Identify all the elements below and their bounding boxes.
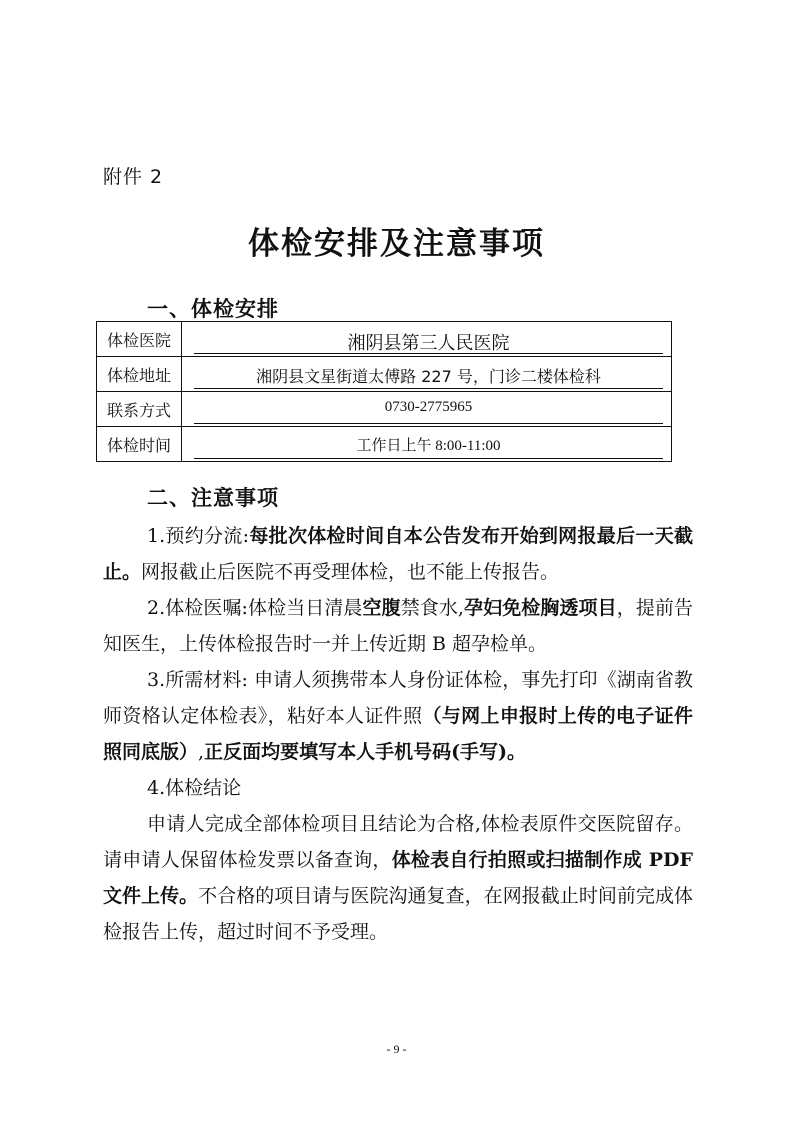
- row-label-time: 体检时间: [97, 427, 182, 462]
- note-appointment: [103, 518, 693, 590]
- table-row: [97, 427, 672, 462]
- row-label-address: 体检地址: [97, 357, 182, 392]
- note-1-bold: 每批次体检时间自本公告发布开始到网报最后一天截止。: [103, 525, 693, 583]
- exam-time: 工作日上午 8:00-11:00: [194, 430, 663, 459]
- note-3-lead: 3.所需材料: 申请人须携带本人身份证体检，事先打印《湖南省教师资格认定体检表》，粘好本人证件照: [103, 669, 693, 727]
- note-1-lead: 1.预约分流:: [147, 525, 250, 547]
- row-label-contact: 联系方式: [97, 392, 182, 427]
- page-number: - 9 -: [386, 1042, 407, 1056]
- schedule-table: [96, 321, 672, 462]
- row-value-contact: [182, 392, 672, 427]
- annex-label: 附件 2: [103, 166, 164, 188]
- note-conclusion-heading: [103, 770, 693, 806]
- note-conclusion: [103, 806, 693, 950]
- note-3-bold-photo: （与网上申报时上传的电子证件照同底版）: [103, 705, 693, 763]
- page-title: 体检安排及注意事项: [248, 226, 545, 262]
- row-value-time: [182, 427, 672, 462]
- hospital-address: 湘阴县文星街道太傅路 227 号，门诊二楼体检科: [194, 360, 663, 389]
- table-row: [97, 392, 672, 427]
- note-2-bold-fasting: 空腹: [362, 597, 401, 619]
- note-1-rest: 网报截止后医院不再受理体检，也不能上传报告。: [141, 561, 560, 583]
- section-heading-notes: 二、注意事项: [147, 486, 279, 510]
- section-heading-schedule: 一、体检安排: [147, 297, 279, 321]
- row-value-hospital: [182, 322, 672, 357]
- note-materials: [103, 662, 693, 770]
- note-4-rest: 不合格的项目请与医院沟通复查，在网报截止时间前完成体检报告上传，超过时间不予受理。: [103, 885, 693, 943]
- contact-phone: 0730-2775965: [194, 395, 663, 424]
- note-4-heading: 4.体检结论: [147, 777, 242, 799]
- note-medical-advice: [103, 590, 693, 662]
- row-label-hospital: 体检医院: [97, 322, 182, 357]
- table-row: [97, 322, 672, 357]
- note-2-bold-pregnancy: 孕妇免检胸透项目: [463, 597, 617, 619]
- row-value-address: [182, 357, 672, 392]
- note-4-lead: 申请人完成全部体检项目且结论为合格,体检表原件交医院留存。请申请人保留体检发票以备查询，: [103, 813, 693, 871]
- note-2-mid: 禁食水,: [400, 597, 464, 619]
- note-3-mid: ,: [198, 741, 205, 763]
- table-row: [97, 357, 672, 392]
- note-2-rest: ，提前告知医生，上传体检报告时一并上传近期 B 超孕检单。: [103, 597, 693, 655]
- note-2-lead: 2.体检医嘱:体检当日清晨: [147, 597, 363, 619]
- note-3-bold-phone: 正反面均要填写本人手机号码(手写)。: [204, 741, 527, 763]
- hospital-name: 湘阴县第三人民医院: [194, 325, 663, 354]
- note-4-bold-upload: 体检表自行拍照或扫描制作成 PDF 文件上传。: [103, 849, 693, 907]
